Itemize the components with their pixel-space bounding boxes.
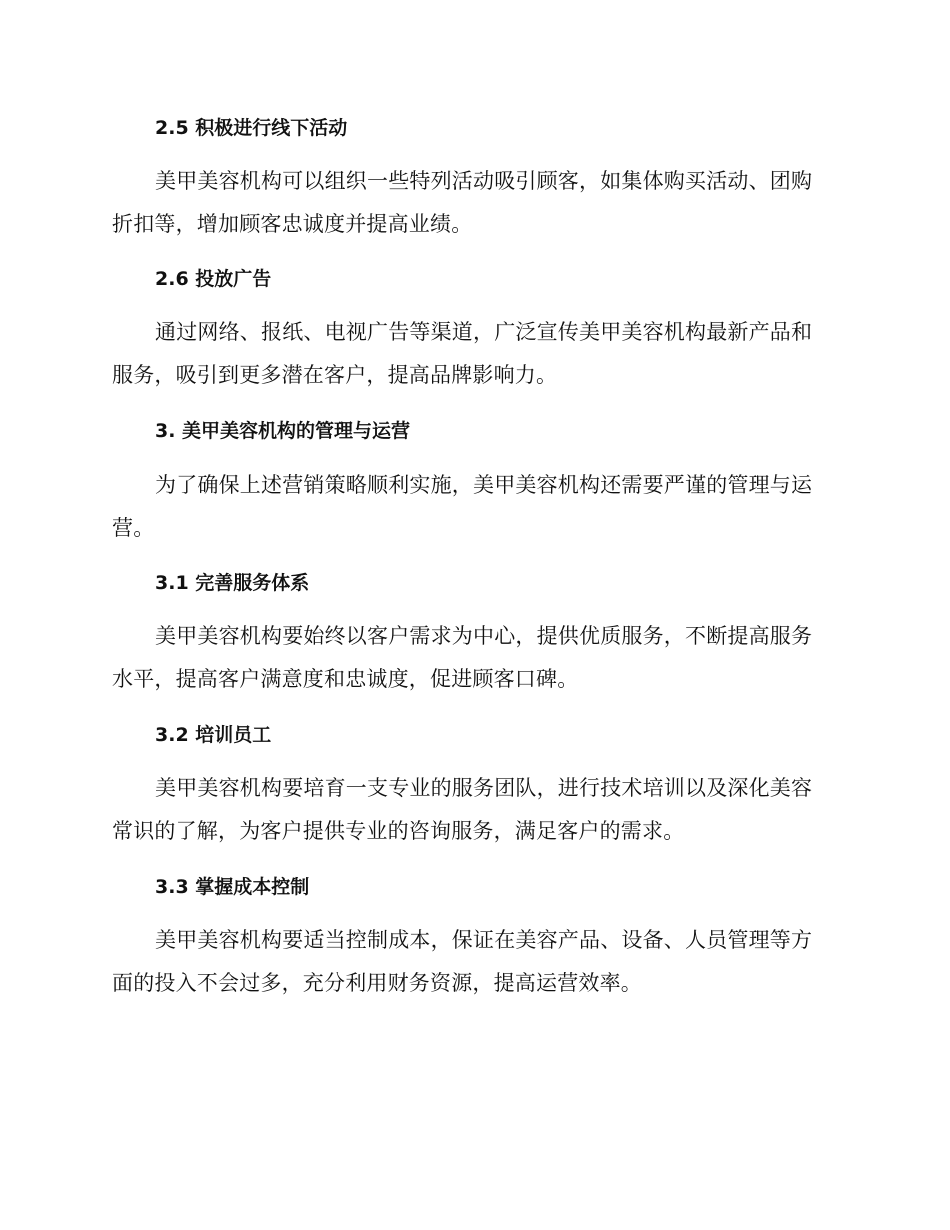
section-heading-2-6: 2.6 投放广告 — [155, 268, 272, 290]
section-paragraph-3-2: 美甲美容机构要培育一支专业的服务团队，进行技术培训以及深化美容常识的了解，为客户提供专业的咨询服务，满足客户的需求。 — [112, 776, 813, 843]
section-heading-2-5: 2.5 积极进行线下活动 — [155, 117, 348, 139]
section-heading-3: 3. 美甲美容机构的管理与运营 — [155, 420, 411, 442]
section-heading-3-3: 3.3 掌握成本控制 — [155, 876, 310, 898]
section-paragraph-2-6: 通过网络、报纸、电视广告等渠道，广泛宣传美甲美容机构最新产品和服务，吸引到更多潜在客户，提高品牌影响力。 — [112, 320, 813, 387]
section-paragraph-3-3: 美甲美容机构要适当控制成本，保证在美容产品、设备、人员管理等方面的投入不会过多，充分利用财务资源，提高运营效率。 — [112, 928, 813, 995]
section-heading-3-2: 3.2 培训员工 — [155, 724, 272, 746]
section-paragraph-3: 为了确保上述营销策略顺利实施，美甲美容机构还需要严谨的管理与运营。 — [112, 473, 813, 540]
section-heading-3-1: 3.1 完善服务体系 — [155, 572, 310, 594]
section-paragraph-2-5: 美甲美容机构可以组织一些特列活动吸引顾客，如集体购买活动、团购折扣等，增加顾客忠诚度并提高业绩。 — [112, 169, 813, 236]
section-paragraph-3-1: 美甲美容机构要始终以客户需求为中心，提供优质服务，不断提高服务水平，提高客户满意度和忠诚度，促进顾客口碑。 — [112, 624, 813, 691]
